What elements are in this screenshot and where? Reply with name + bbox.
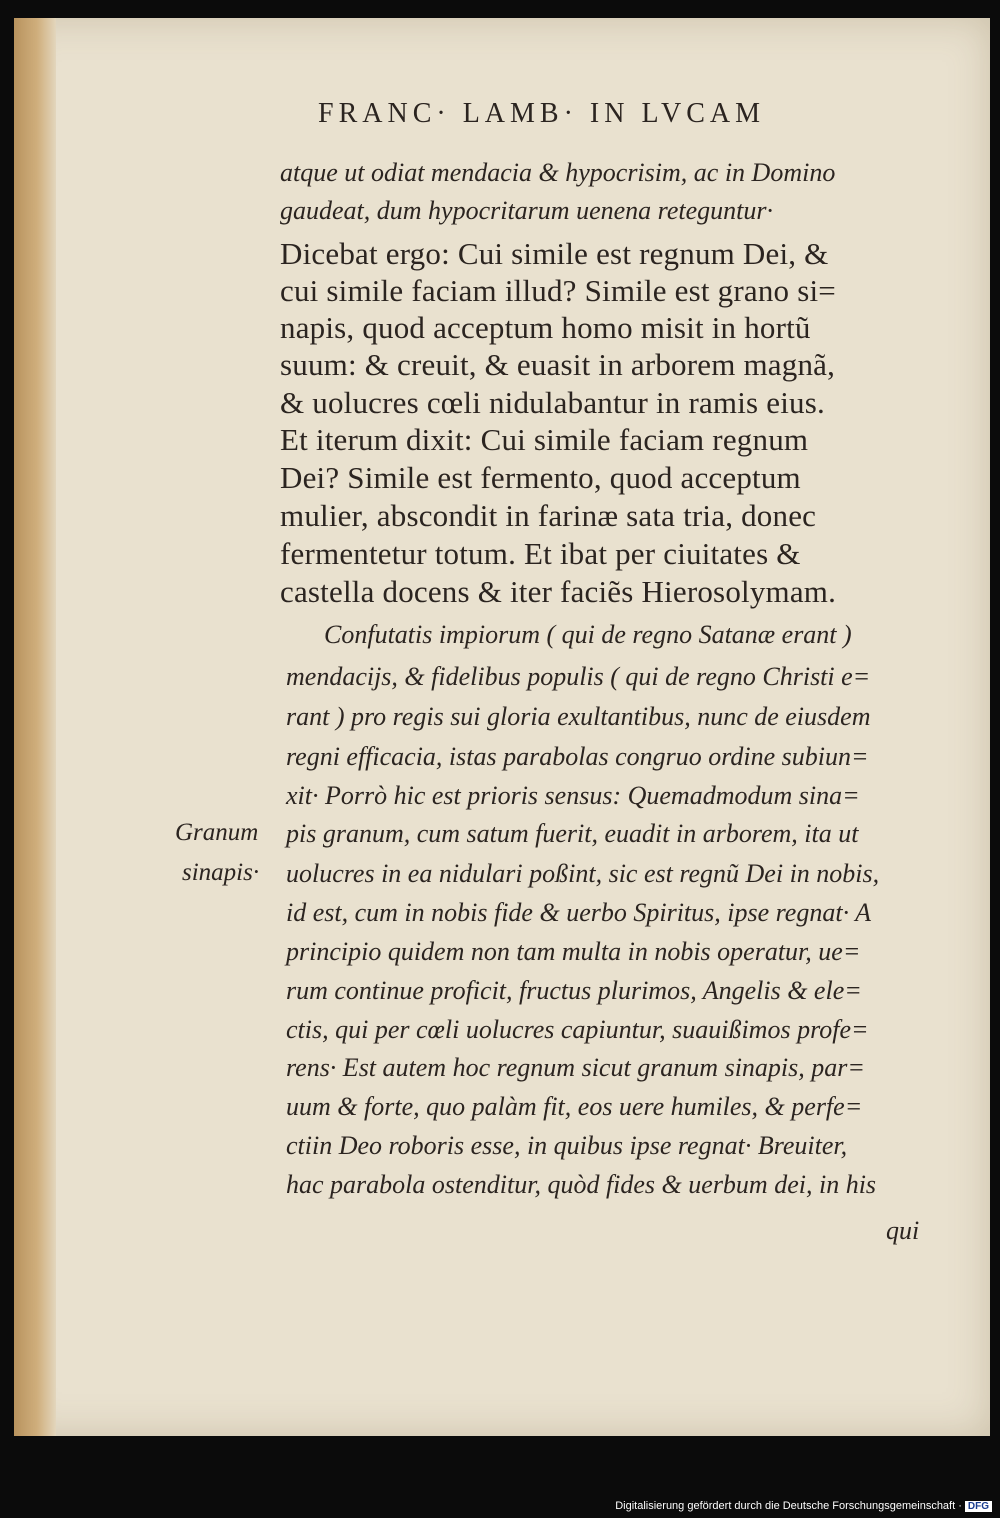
running-header: FRANC· LAMB· IN LVCAM	[318, 98, 766, 129]
intro-line: atque ut odiat mendacia & hypocrisim, ac in Domino	[280, 158, 836, 187]
dfg-logo: DFG	[965, 1501, 992, 1512]
scripture-line: Et iterum dixit: Cui simile faciam regnum	[280, 422, 809, 457]
commentary-line: rum continue proficit, fructus plurimos, Angelis & ele=	[286, 976, 862, 1005]
footer-text: Digitalisierung gefördert durch die Deutsche Forschungsgemeinschaft ·	[615, 1500, 962, 1512]
catchword: qui	[886, 1216, 920, 1245]
scripture-line: Dicebat ergo: Cui simile est regnum Dei, &	[280, 236, 829, 271]
scripture-line: fermentetur totum. Et ibat per ciuitates &	[280, 536, 801, 571]
commentary-line: xit· Porrò hic est prioris sensus: Quemadmodum sina=	[286, 781, 860, 810]
footer-credit	[0, 1500, 992, 1518]
commentary-line: hac parabola ostenditur, quòd fides & uerbum dei, in his	[286, 1170, 877, 1199]
commentary-line: mendacijs, & fidelibus populis ( qui de regno Christi e=	[286, 662, 871, 691]
scripture-line: Dei? Simile est fermento, quod acceptum	[280, 460, 801, 495]
commentary-line: ctis, qui per cœli uolucres capiuntur, suauißimos profe=	[286, 1015, 869, 1044]
scripture-line: castella docens & iter faciẽs Hierosolymam.	[280, 574, 837, 609]
scripture-line: napis, quod acceptum homo misit in hortũ	[280, 310, 811, 345]
scripture-line: & uolucres cœli nidulabantur in ramis eius.	[280, 385, 825, 420]
scripture-line: suum: & creuit, & euasit in arborem magnã,	[280, 347, 836, 382]
intro-line: gaudeat, dum hypocritarum uenena reteguntur·	[280, 196, 773, 225]
scripture-line: mulier, abscondit in farinæ sata tria, donec	[280, 498, 817, 533]
margin-note: sinapis·	[182, 859, 260, 886]
commentary-line: Confutatis impiorum ( qui de regno Satanæ erant )	[324, 620, 852, 649]
commentary-line: regni efficacia, istas parabolas congruo ordine subiun=	[286, 742, 869, 771]
commentary-line: uolucres in ea nidulari poßint, sic est regnũ Dei in nobis,	[286, 859, 880, 888]
commentary-line: rant ) pro regis sui gloria exultantibus, nunc de eiusdem	[286, 702, 871, 731]
commentary-line: principio quidem non tam multa in nobis operatur, ue=	[286, 937, 861, 966]
commentary-line: ctiin Deo roboris esse, in quibus ipse regnat· Breuiter,	[286, 1131, 848, 1160]
commentary-line: id est, cum in nobis fide & uerbo Spiritus, ipse regnat· A	[286, 898, 871, 927]
scripture-line: cui simile faciam illud? Simile est grano si=	[280, 273, 836, 308]
margin-note: Granum	[175, 819, 259, 846]
commentary-line: uum & forte, quo palàm fit, eos uere humiles, & perfe=	[286, 1092, 863, 1121]
commentary-line: rens· Est autem hoc regnum sicut granum sinapis, par=	[286, 1053, 865, 1082]
page-gutter	[14, 18, 56, 1436]
commentary-line: pis granum, cum satum fuerit, euadit in arborem, ita ut	[286, 819, 859, 848]
